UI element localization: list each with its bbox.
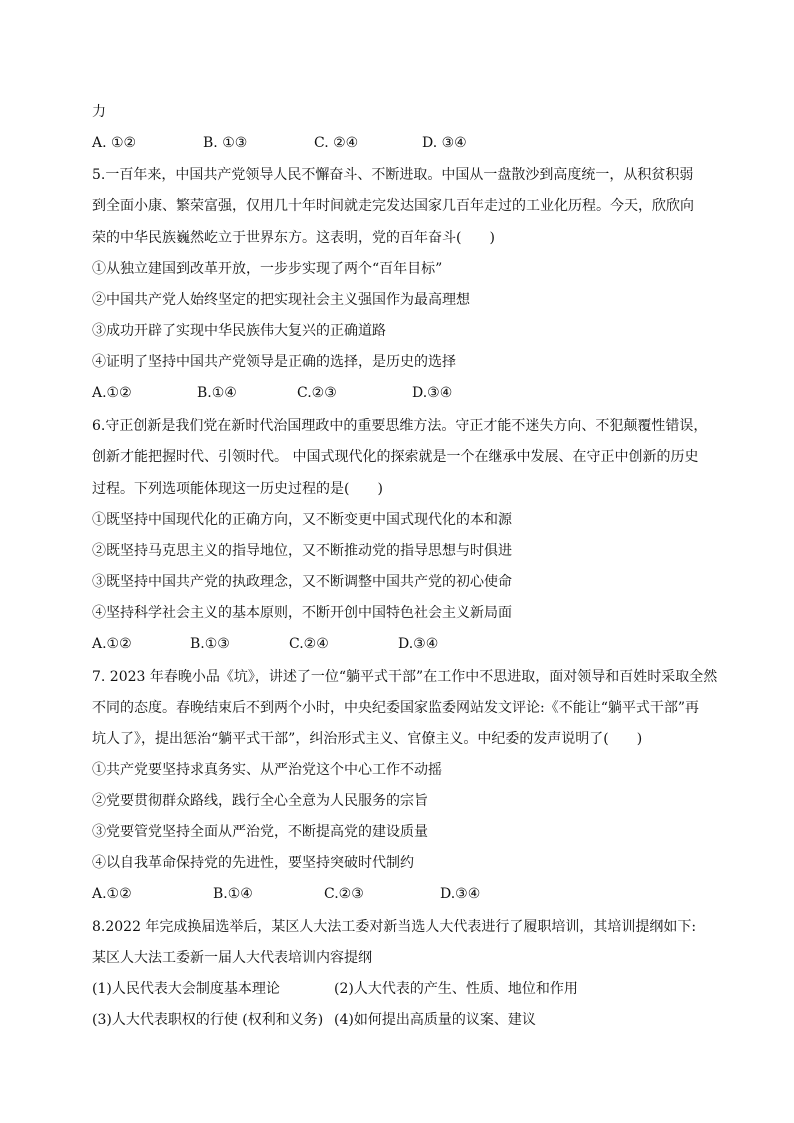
q7-stem-line-3: 坑人了》，提出惩治“躺平式干部”，纠治形式主义、官僚主义。中纪委的发声说明了( ) xyxy=(92,731,643,747)
q4-option-b: B. ①③ xyxy=(203,135,248,151)
q5-option-d: D.③④ xyxy=(412,385,453,401)
q6-option-d: D.③④ xyxy=(398,636,439,652)
q5-option-c: C.②③ xyxy=(297,385,337,401)
q6-stem-line-3: 过程。下列选项能体现这一历史过程的是( ) xyxy=(92,481,383,497)
q7-option-c: C.②③ xyxy=(324,886,364,902)
q8-outline-item-3: (3)人大代表职权的行使 (权利和义务) xyxy=(92,1012,324,1028)
q7-item-1: ①共产党要坚持求真务实、从严治党这个中心工作不动摇 xyxy=(92,762,442,778)
q6-stem-line-1: 6.守正创新是我们党在新时代治国理政中的重要思维方法。守正才能不迷失方向、不犯颠覆性错误， xyxy=(92,418,708,434)
q7-option-d: D.③④ xyxy=(440,886,481,902)
q5-stem-line-1: 5.一百年来，中国共产党领导人民不懈奋斗、不断进取。中国从一盘散沙到高度统一，从积贫积弱 xyxy=(92,167,694,183)
q5-stem-line-3: 荣的中华民族巍然屹立于世界东方。这表明，党的百年奋斗( ) xyxy=(92,230,495,246)
q5-item-3: ③成功开辟了实现中华民族伟大复兴的正确道路 xyxy=(92,323,386,339)
q4-option-d: D. ③④ xyxy=(422,135,467,151)
q6-option-b: B.①③ xyxy=(190,636,230,652)
carry-over-text: 力 xyxy=(92,104,106,120)
q7-option-a: A.①② xyxy=(92,886,132,902)
q8-outline-title: 某区人大法工委新一届人大代表培训内容提纲 xyxy=(92,950,372,966)
q5-stem-line-2: 到全面小康、繁荣富强，仅用几十年时间就走完发达国家几百年走过的工业化历程。今天，欣欣向 xyxy=(92,198,694,214)
q6-option-c: C.②④ xyxy=(289,636,329,652)
q6-option-a: A.①② xyxy=(92,636,132,652)
q6-stem-line-2: 创新才能把握时代、引领时代。 中国式现代化的探索就是一个在继承中发展、在守正中创新的历史 xyxy=(92,449,699,465)
q5-option-a: A.①② xyxy=(92,385,132,401)
q6-item-2: ②既坚持马克思主义的指导地位，又不断推动党的指导思想与时俱进 xyxy=(92,543,512,559)
q6-item-1: ①既坚持中国现代化的正确方向，又不断变更中国式现代化的本和源 xyxy=(92,512,512,528)
q8-outline-item-2: (2)人大代表的产生、性质、地位和作用 xyxy=(334,981,578,997)
q5-option-b: B.①④ xyxy=(197,385,237,401)
q7-item-2: ②党要贯彻群众路线，践行全心全意为人民服务的宗旨 xyxy=(92,793,428,809)
q5-item-4: ④证明了坚持中国共产党领导是正确的选择，是历史的选择 xyxy=(92,354,456,370)
q6-item-3: ③既坚持中国共产党的执政理念，又不断调整中国共产党的初心使命 xyxy=(92,574,512,590)
q6-item-4: ④坚持科学社会主义的基本原则，不断开创中国特色社会主义新局面 xyxy=(92,605,512,621)
q7-item-4: ④以自我革命保持党的先进性，要坚持突破时代制约 xyxy=(92,855,414,871)
q5-item-1: ①从独立建国到改革开放，一步步实现了两个“百年目标” xyxy=(92,261,443,277)
q8-outline-item-1: (1)人民代表大会制度基本理论 xyxy=(92,981,280,997)
q7-stem-line-1: 7. 2023 年春晚小品《坑》，讲述了一位“躺平式干部”在工作中不思进取，面对领导和百姓时采取全然 xyxy=(92,669,718,685)
q8-stem-line-1: 8.2022 年完成换届选举后，某区人大法工委对新当选人大代表进行了履职培训，其培训提纲如下: xyxy=(92,919,697,935)
q7-item-3: ③党要管党坚持全面从严治党，不断提高党的建设质量 xyxy=(92,824,428,840)
q7-option-b: B.①④ xyxy=(213,886,253,902)
q8-outline-item-4: (4)如何提出高质量的议案、建议 xyxy=(334,1012,536,1028)
q5-item-2: ②中国共产党人始终坚定的把实现社会主义强国作为最高理想 xyxy=(92,292,470,308)
q4-option-c: C. ②④ xyxy=(314,135,359,151)
q7-stem-line-2: 不同的态度。春晚结束后不到两个小时，中央纪委国家监委网站发文评论:《不能让“躺平式干部”再 xyxy=(92,700,700,716)
q4-option-a: A. ①② xyxy=(92,135,137,151)
